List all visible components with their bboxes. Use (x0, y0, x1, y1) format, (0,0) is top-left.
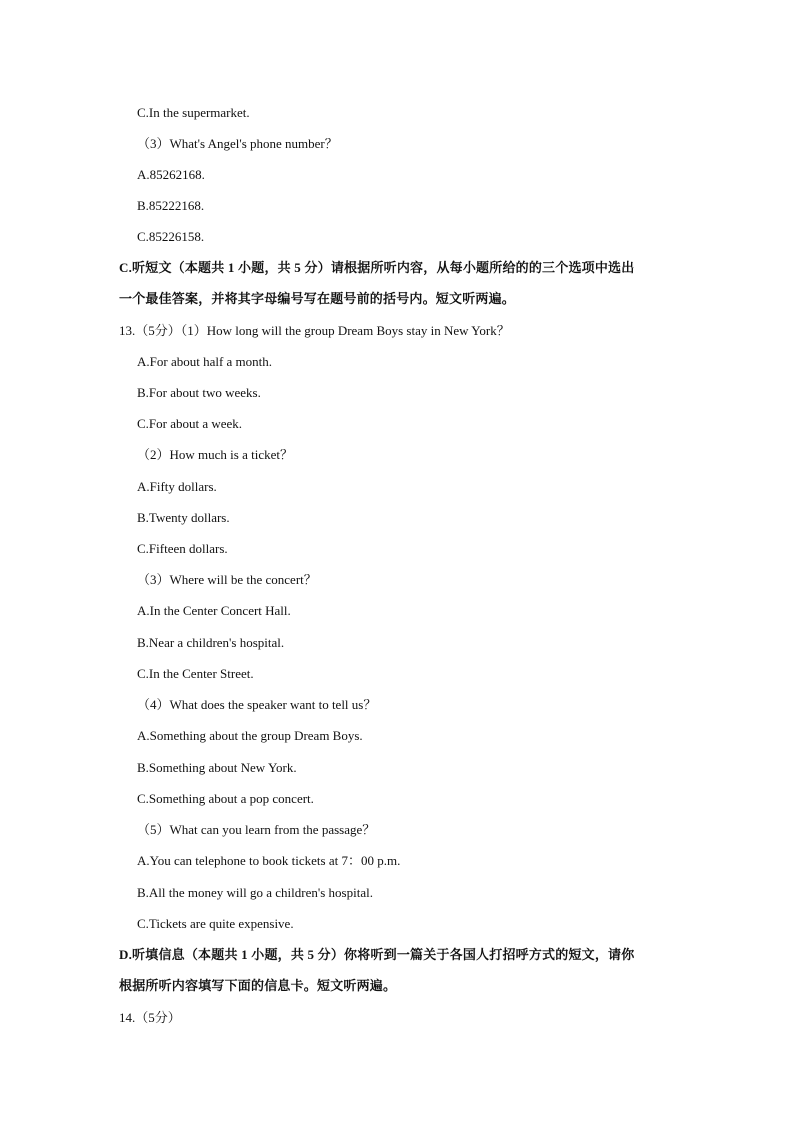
question-14-header: 14.（5分） (119, 1010, 181, 1025)
section-c-instruction-line1: C.听短文（本题共 1 小题，共 5 分）请根据所听内容，从每小题所给的的三个选项中选出 (119, 260, 635, 275)
section-c-instruction-line2: 一个最佳答案，并将其字母编号写在题号前的括号内。短文听两遍。 (119, 291, 516, 306)
option-c-supermarket: C.In the supermarket. (137, 105, 250, 120)
option-c-phone: C.85226158. (137, 229, 205, 244)
q13-4-question: （4）What does the speaker want to tell us？ (137, 697, 377, 712)
section-d-instruction-line1: D.听填信息（本题共 1 小题，共 5 分）你将听到一篇关于各国人打招呼方式的短文，请你 (119, 947, 635, 962)
q13-5-option-b: B.All the money will go a children's hospital. (137, 885, 373, 900)
question-13-header: 13.（5分）（1）How long will the group Dream Boys stay in New York？ (119, 323, 510, 338)
q13-3-option-b: B.Near a children's hospital. (137, 635, 285, 650)
q13-3-option-a: A.In the Center Concert Hall. (137, 603, 291, 618)
q13-4-option-c: C.Something about a pop concert. (137, 791, 314, 806)
option-a-phone: A.85262168. (137, 167, 205, 182)
q13-4-option-b: B.Something about New York. (137, 760, 297, 775)
q13-3-option-c: C.In the Center Street. (137, 666, 254, 681)
q13-2-option-c: C.Fifteen dollars. (137, 541, 228, 556)
q13-2-question: （2）How much is a ticket？ (137, 447, 293, 462)
q13-1-option-a: A.For about half a month. (137, 354, 273, 369)
q13-4-option-a: A.Something about the group Dream Boys. (137, 728, 363, 743)
option-b-phone: B.85222168. (137, 198, 205, 213)
q13-2-option-a: A.Fifty dollars. (137, 479, 217, 494)
q13-1-option-c: C.For about a week. (137, 416, 243, 431)
q13-3-question: （3）Where will be the concert？ (137, 572, 317, 587)
q13-5-question: （5）What can you learn from the passage？ (137, 822, 376, 837)
q13-2-option-b: B.Twenty dollars. (137, 510, 230, 525)
sub-question-3-phone: （3）What's Angel's phone number？ (137, 136, 338, 151)
section-d-instruction-line2: 根据所听内容填写下面的信息卡。短文听两遍。 (119, 978, 397, 993)
q13-1-option-b: B.For about two weeks. (137, 385, 261, 400)
q13-5-option-c: C.Tickets are quite expensive. (137, 916, 294, 931)
q13-5-option-a: A.You can telephone to book tickets at 7：00 p.m. (137, 853, 401, 868)
